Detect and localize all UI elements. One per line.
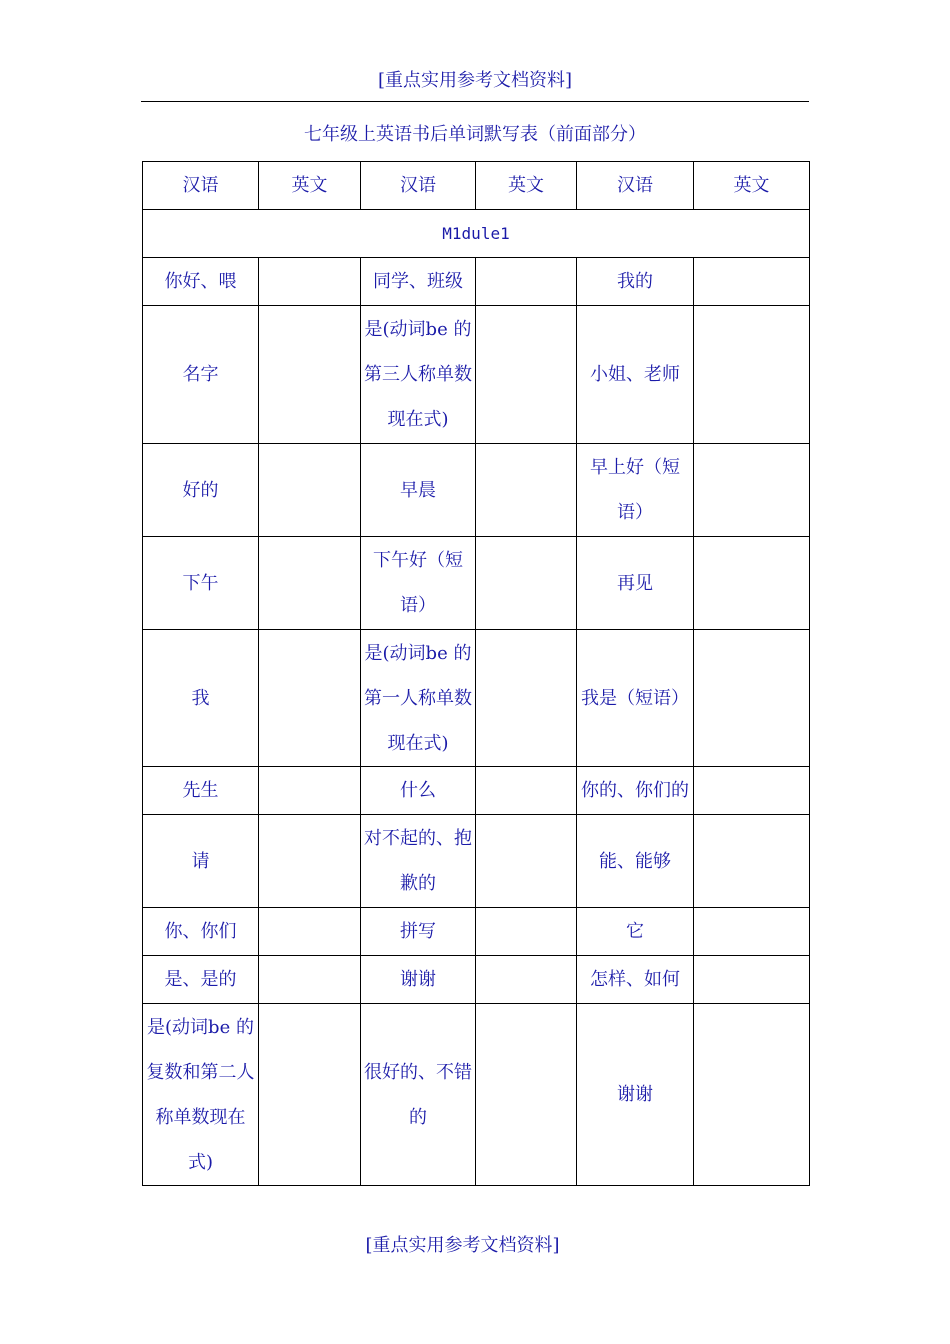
english-answer-cell (694, 630, 810, 767)
header-divider (141, 101, 809, 102)
table-row (143, 258, 810, 306)
chinese-word-cell: 拼写 (361, 908, 476, 956)
english-answer-cell (259, 306, 361, 444)
english-answer-cell (259, 258, 361, 306)
english-answer-cell (259, 908, 361, 956)
chinese-word-cell: 我是（短语） (577, 630, 694, 767)
table-row (143, 908, 810, 956)
vocabulary-table (142, 161, 810, 1186)
english-answer-cell (259, 767, 361, 815)
column-header: 汉语 (143, 162, 259, 210)
english-answer-cell (476, 815, 577, 908)
english-answer-cell (259, 1004, 361, 1186)
chinese-word-cell: 好的 (143, 444, 259, 537)
chinese-word-cell: 请 (143, 815, 259, 908)
english-answer-cell (694, 1004, 810, 1186)
english-answer-cell (259, 815, 361, 908)
table-header-row (143, 162, 810, 210)
table-row (143, 444, 810, 537)
english-answer-cell (694, 537, 810, 630)
column-header: 汉语 (577, 162, 694, 210)
table-row (143, 1004, 810, 1186)
module-row (143, 210, 810, 258)
chinese-word-cell: 谢谢 (361, 956, 476, 1004)
chinese-word-cell: 能、能够 (577, 815, 694, 908)
english-answer-cell (476, 956, 577, 1004)
chinese-word-cell: 早晨 (361, 444, 476, 537)
english-answer-cell (259, 537, 361, 630)
column-header: 汉语 (361, 162, 476, 210)
chinese-word-cell: 怎样、如何 (577, 956, 694, 1004)
english-answer-cell (694, 258, 810, 306)
english-answer-cell (476, 306, 577, 444)
page-header: [重点实用参考文档资料] (377, 70, 573, 91)
english-answer-cell (694, 908, 810, 956)
table-row (143, 537, 810, 630)
english-answer-cell (476, 630, 577, 767)
english-answer-cell (694, 767, 810, 815)
chinese-word-cell: 先生 (143, 767, 259, 815)
chinese-word-cell: 是(动词be 的复数和第二人称单数现在式) (143, 1004, 259, 1186)
chinese-word-cell: 很好的、不错的 (361, 1004, 476, 1186)
page-footer: [重点实用参考文档资料] (365, 1235, 560, 1256)
column-header: 英文 (259, 162, 361, 210)
english-answer-cell (694, 306, 810, 444)
table-row (143, 630, 810, 767)
table-row (143, 767, 810, 815)
column-header: 英文 (694, 162, 810, 210)
chinese-word-cell: 你好、喂 (143, 258, 259, 306)
chinese-word-cell: 什么 (361, 767, 476, 815)
chinese-word-cell: 是(动词be 的第三人称单数现在式) (361, 306, 476, 444)
english-answer-cell (694, 956, 810, 1004)
english-answer-cell (259, 444, 361, 537)
english-answer-cell (694, 444, 810, 537)
english-answer-cell (476, 444, 577, 537)
module-label: M1dule1 (143, 210, 810, 258)
chinese-word-cell: 同学、班级 (361, 258, 476, 306)
chinese-word-cell: 对不起的、抱歉的 (361, 815, 476, 908)
english-answer-cell (694, 815, 810, 908)
chinese-word-cell: 下午 (143, 537, 259, 630)
english-answer-cell (476, 258, 577, 306)
document-title: 七年级上英语书后单词默写表（前面部分） (304, 124, 646, 145)
english-answer-cell (476, 908, 577, 956)
chinese-word-cell: 下午好（短语） (361, 537, 476, 630)
english-answer-cell (259, 956, 361, 1004)
chinese-word-cell: 你的、你们的 (577, 767, 694, 815)
chinese-word-cell: 你、你们 (143, 908, 259, 956)
table-row (143, 956, 810, 1004)
chinese-word-cell: 我的 (577, 258, 694, 306)
chinese-word-cell: 再见 (577, 537, 694, 630)
chinese-word-cell: 我 (143, 630, 259, 767)
chinese-word-cell: 小姐、老师 (577, 306, 694, 444)
chinese-word-cell: 是、是的 (143, 956, 259, 1004)
table-row (143, 306, 810, 444)
english-answer-cell (476, 537, 577, 630)
chinese-word-cell: 是(动词be 的第一人称单数现在式) (361, 630, 476, 767)
column-header: 英文 (476, 162, 577, 210)
chinese-word-cell: 它 (577, 908, 694, 956)
english-answer-cell (476, 767, 577, 815)
table-row (143, 815, 810, 908)
chinese-word-cell: 谢谢 (577, 1004, 694, 1186)
english-answer-cell (476, 1004, 577, 1186)
english-answer-cell (259, 630, 361, 767)
chinese-word-cell: 名字 (143, 306, 259, 444)
chinese-word-cell: 早上好（短语） (577, 444, 694, 537)
